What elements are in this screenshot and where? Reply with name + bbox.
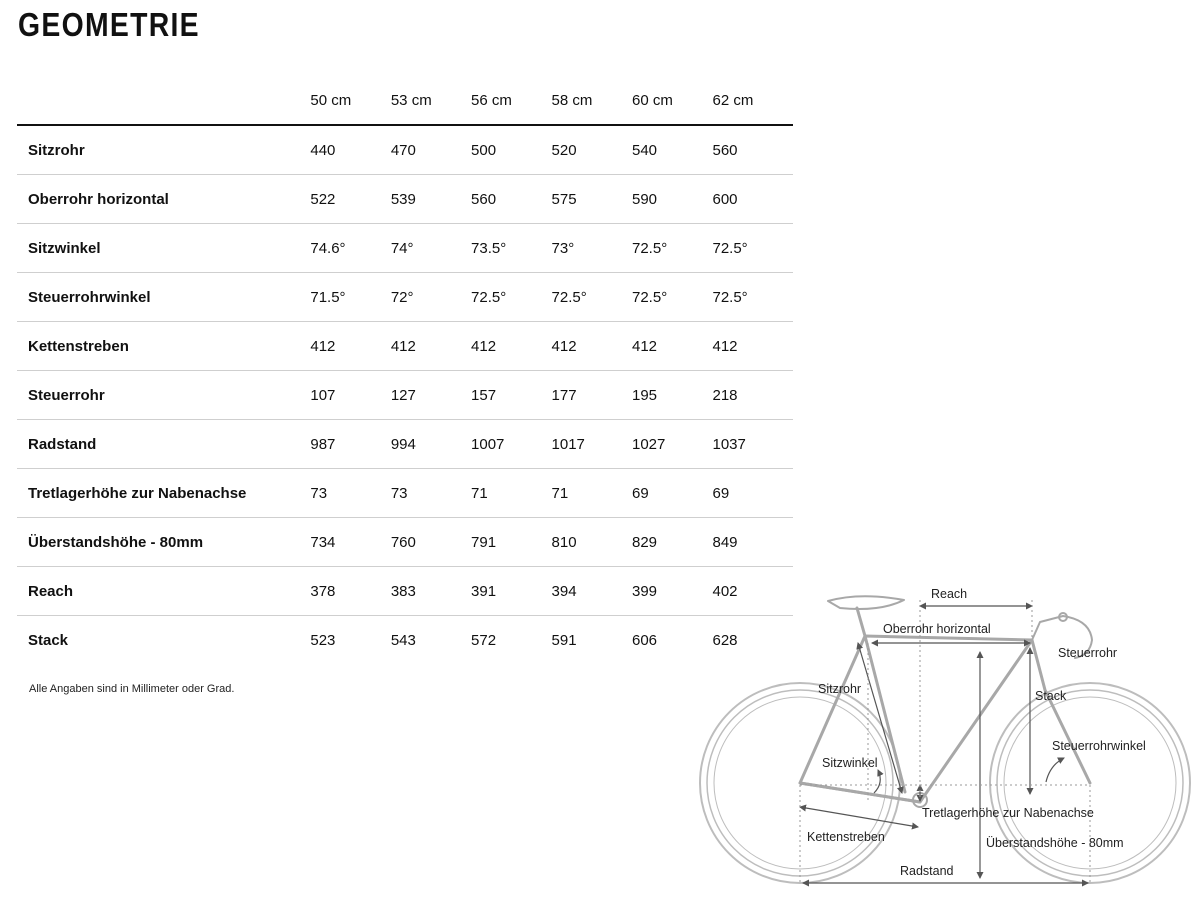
label-oberrohr-horizontal: Oberrohr horizontal bbox=[883, 622, 991, 636]
table-cell: 72.5° bbox=[632, 224, 712, 273]
table-cell: 72.5° bbox=[632, 273, 712, 322]
table-row bbox=[17, 420, 793, 469]
table-cell: 760 bbox=[391, 518, 471, 567]
table-cell: 523 bbox=[310, 631, 336, 649]
table-cell: 69 bbox=[632, 469, 712, 518]
table-cell: 127 bbox=[391, 371, 471, 420]
table-cell: 402 bbox=[712, 567, 793, 616]
header-size: 50 cm bbox=[310, 76, 390, 125]
row-label: Überstandshöhe - 80mm bbox=[17, 518, 310, 567]
table-row bbox=[17, 175, 793, 224]
label-radstand: Radstand bbox=[900, 864, 954, 878]
table-cell: 73 bbox=[391, 469, 471, 518]
table-cell: 987 bbox=[310, 420, 390, 469]
table-cell: 157 bbox=[471, 371, 551, 420]
header-empty-cell bbox=[17, 76, 310, 125]
table-row bbox=[17, 224, 793, 273]
table-cell: 412 bbox=[712, 322, 793, 371]
row-label: Radstand bbox=[17, 420, 310, 469]
table-cell: 73° bbox=[552, 224, 632, 273]
table-row bbox=[17, 518, 793, 567]
row-label: Kettenstreben bbox=[17, 322, 310, 371]
row-label: Oberrohr horizontal bbox=[17, 175, 310, 224]
table-cell: 539 bbox=[391, 175, 471, 224]
table-row bbox=[17, 469, 793, 518]
table-cell: 791 bbox=[471, 518, 551, 567]
table-cell: 1027 bbox=[632, 420, 712, 469]
table-cell: 600 bbox=[712, 175, 793, 224]
table-cell: 399 bbox=[632, 567, 712, 616]
table-row bbox=[17, 567, 793, 616]
bike-geometry-diagram bbox=[690, 575, 1200, 900]
table-cell: 378 bbox=[310, 567, 390, 616]
table-cell: 440 bbox=[310, 125, 390, 175]
row-label: Steuerrohrwinkel bbox=[17, 273, 310, 322]
table-cell: 606 bbox=[632, 631, 658, 649]
table-cell: 590 bbox=[632, 175, 712, 224]
table-cell: 383 bbox=[391, 567, 471, 616]
table-cell: 391 bbox=[471, 567, 551, 616]
label-sitzrohr: Sitzrohr bbox=[818, 682, 862, 696]
table-cell: 412 bbox=[552, 322, 632, 371]
header-size: 56 cm bbox=[471, 76, 551, 125]
table-cell: 72.5° bbox=[552, 273, 632, 322]
row-label: Steuerrohr bbox=[17, 371, 310, 420]
table-cell: 1017 bbox=[552, 420, 632, 469]
table-cell: 107 bbox=[310, 371, 390, 420]
label-stack: Stack bbox=[1035, 689, 1067, 703]
table-cell: 500 bbox=[471, 125, 551, 175]
table-cell: 522 bbox=[310, 175, 390, 224]
label-reach: Reach bbox=[931, 587, 968, 601]
table-cell: 575 bbox=[552, 175, 632, 224]
row-label: Sitzrohr bbox=[17, 125, 310, 175]
table-cell: 572 bbox=[471, 631, 497, 649]
header-size: 62 cm bbox=[712, 76, 793, 125]
table-cell: 412 bbox=[471, 322, 551, 371]
table-cell: 734 bbox=[310, 518, 390, 567]
table-cell: 73 bbox=[310, 469, 390, 518]
table-cell: 560 bbox=[712, 125, 793, 175]
table-cell: 218 bbox=[712, 371, 793, 420]
table-cell: 520 bbox=[552, 125, 632, 175]
table-cell: 72.5° bbox=[471, 273, 551, 322]
table-cell: 71 bbox=[552, 469, 632, 518]
table-cell: 74° bbox=[391, 224, 471, 273]
table-header-row bbox=[17, 76, 793, 125]
table-cell: 72° bbox=[391, 273, 471, 322]
label-tretlagerhoehe: Tretlagerhöhe zur Nabenachse bbox=[922, 806, 1094, 820]
table-cell: 71 bbox=[471, 469, 551, 518]
table-cell: 177 bbox=[552, 371, 632, 420]
header-size: 60 cm bbox=[632, 76, 712, 125]
table-cell: 1007 bbox=[471, 420, 551, 469]
geometry-table bbox=[17, 76, 793, 664]
table-cell: 560 bbox=[471, 175, 551, 224]
row-label: Stack bbox=[28, 631, 69, 649]
row-label: Tretlagerhöhe zur Nabenachse bbox=[17, 469, 310, 518]
table-row bbox=[17, 273, 793, 322]
label-ueberstandshoehe: Überstandshöhe - 80mm bbox=[986, 836, 1124, 850]
table-cell: 849 bbox=[712, 518, 793, 567]
table-cell: 412 bbox=[391, 322, 471, 371]
row-label: Reach bbox=[17, 567, 310, 616]
page-title: GEOMETRIE bbox=[18, 6, 200, 43]
table-cell: 470 bbox=[391, 125, 471, 175]
label-kettenstreben: Kettenstreben bbox=[807, 830, 885, 844]
table-cell: 72.5° bbox=[712, 224, 793, 273]
table-cell: 394 bbox=[552, 567, 632, 616]
label-steuerrohrwinkel: Steuerrohrwinkel bbox=[1052, 739, 1146, 753]
header-size: 53 cm bbox=[391, 76, 471, 125]
table-cell: 73.5° bbox=[471, 224, 551, 273]
table-cell: 1037 bbox=[712, 420, 793, 469]
table-cell: 628 bbox=[712, 631, 738, 649]
table-cell: 69 bbox=[712, 469, 793, 518]
table-cell: 591 bbox=[551, 631, 577, 649]
table-cell: 412 bbox=[310, 322, 390, 371]
label-sitzwinkel: Sitzwinkel bbox=[822, 756, 878, 770]
row-label: Sitzwinkel bbox=[17, 224, 310, 273]
label-steuerrohr: Steuerrohr bbox=[1058, 646, 1118, 660]
units-note: Alle Angaben sind in Millimeter oder Grad. bbox=[29, 683, 235, 695]
table-cell: 195 bbox=[632, 371, 712, 420]
table-cell: 994 bbox=[391, 420, 471, 469]
table-cell: 540 bbox=[632, 125, 712, 175]
table-cell: 74.6° bbox=[310, 224, 390, 273]
table-cell: 543 bbox=[390, 631, 416, 649]
table-row bbox=[17, 125, 793, 175]
table-cell: 412 bbox=[632, 322, 712, 371]
table-cell: 72.5° bbox=[712, 273, 793, 322]
table-cell: 71.5° bbox=[310, 273, 390, 322]
table-cell: 829 bbox=[632, 518, 712, 567]
table-row bbox=[17, 616, 793, 665]
header-size: 58 cm bbox=[552, 76, 632, 125]
table-row bbox=[17, 371, 793, 420]
table-row bbox=[17, 322, 793, 371]
table-cell: 810 bbox=[552, 518, 632, 567]
